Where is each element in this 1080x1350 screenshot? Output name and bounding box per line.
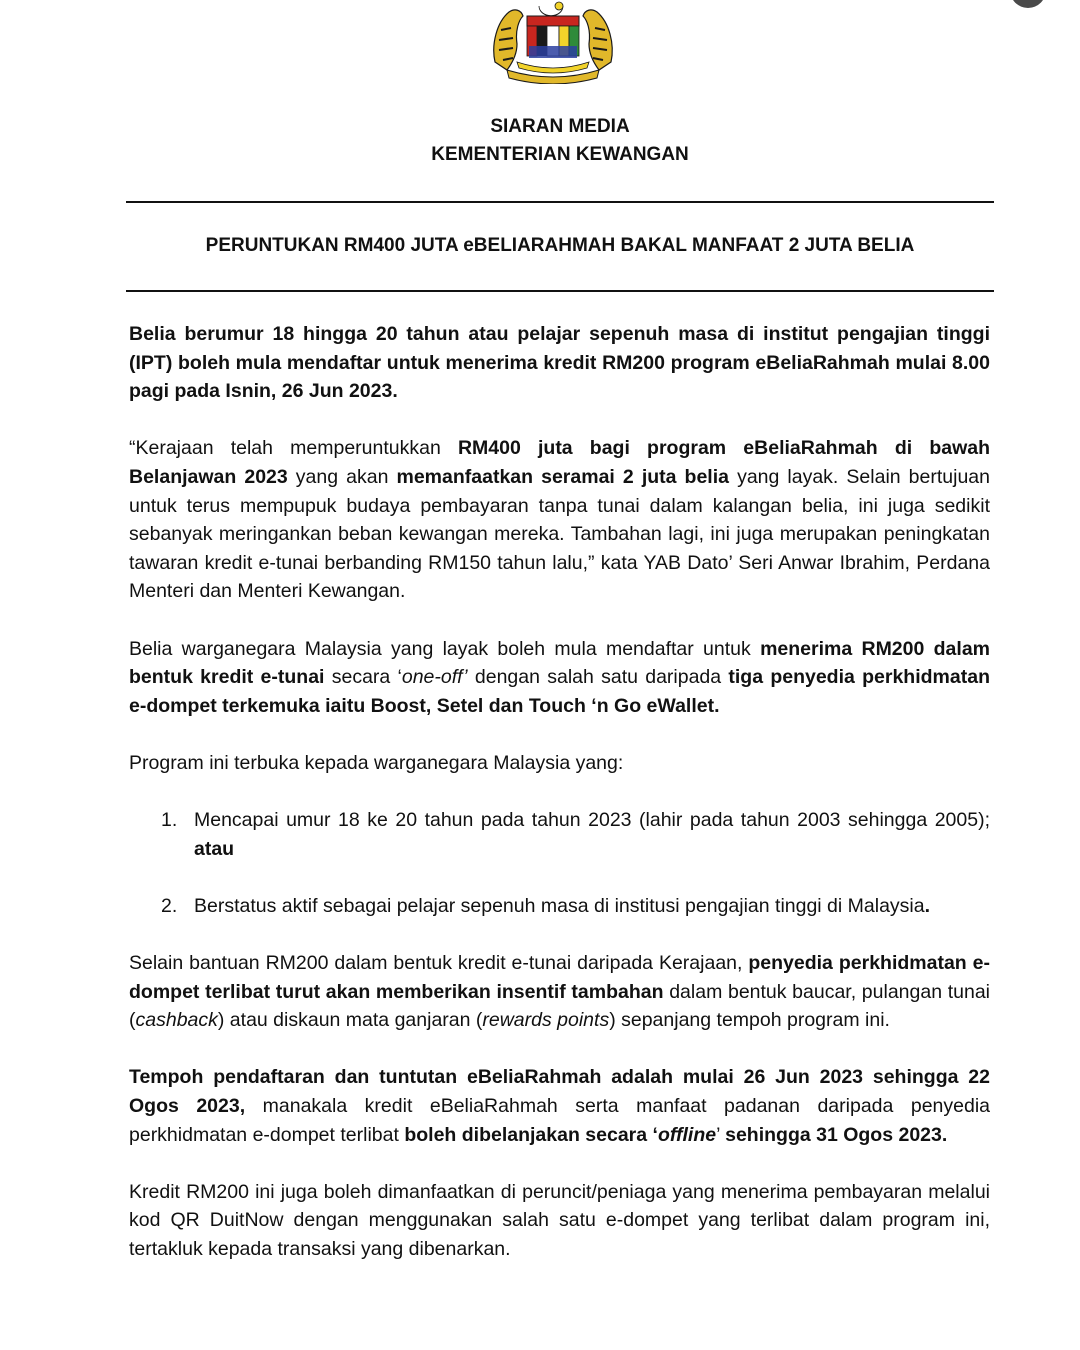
text: yang akan <box>287 465 397 488</box>
emphasis: memanfaatkan seramai 2 juta belia <box>396 465 729 488</box>
italic-term: cashback <box>135 1009 218 1032</box>
emphasis: tiga penyedia perkhidmatan e-dompet terkemuka iaitu Boost, Setel dan Touch ‘n Go eWallet. <box>129 666 990 717</box>
divider-top <box>126 201 994 203</box>
press-body <box>129 320 990 1264</box>
emphasis: sehingga 31 Ogos 2023. <box>725 1123 948 1146</box>
incentive-paragraph <box>129 949 990 1035</box>
emphasis: Tempoh pendaftaran dan tuntutan eBeliaRahmah adalah mulai 26 Jun 2023 sehingga 22 Ogos 2023, <box>129 1066 990 1118</box>
divider-bottom <box>126 290 994 292</box>
text: ) sepanjang tempoh program ini. <box>609 1009 890 1032</box>
italic-term: offline <box>657 1123 717 1146</box>
text: dengan salah satu daripada <box>467 666 729 689</box>
list-number: 1. <box>161 809 178 832</box>
program-intro: Program ini terbuka kepada warganegara Malaysia yang: <box>129 751 624 774</box>
list-item <box>129 892 990 921</box>
italic-term: rewards points <box>482 1009 610 1032</box>
scroll-indicator <box>1010 0 1046 8</box>
text: ’ <box>716 1123 726 1146</box>
eligibility-paragraph <box>129 635 990 721</box>
lead-paragraph: Belia berumur 18 hingga 20 tahun atau pelajar sepenuh masa di institut pengajian tinggi (IPT) boleh mula mendaftar untuk menerima kredit RM200 program eBeliaRahmah mulai 8.00 pagi pada Isnin, 26 Jun 2023. <box>129 323 990 403</box>
text: Selain bantuan RM200 dalam bentuk kredit e-tunai daripada Kerajaan, <box>129 952 749 975</box>
italic-term: one-off’ <box>401 666 468 689</box>
emphasis: menerima RM200 dalam bentuk kredit e-tunai <box>129 637 990 689</box>
press-title: PERUNTUKAN RM400 JUTA eBELIARAHMAH BAKAL MANFAAT 2 JUTA BELIA <box>205 235 915 256</box>
coat-of-arms-icon <box>487 0 619 84</box>
header-siaran-media: SIARAN MEDIA <box>490 116 630 137</box>
list-text: Mencapai umur 18 ke 20 tahun pada tahun 2023 (lahir pada tahun 2003 sehingga 2005); <box>194 809 990 832</box>
list-number: 2. <box>161 894 178 917</box>
period-paragraph <box>129 1063 990 1149</box>
text: dalam bentuk baucar, pulangan tunai ( <box>129 980 990 1032</box>
text: “Kerajaan telah memperuntukkan <box>129 437 458 460</box>
text: Belia warganegara Malaysia yang layak boleh mula mendaftar untuk <box>129 637 761 660</box>
list-text: Berstatus aktif sebagai pelajar sepenuh masa di institusi pengajian tinggi di Malaysia <box>194 894 925 917</box>
emphasis: RM400 juta bagi program eBeliaRahmah di bawah Belanjawan 2023 <box>129 437 990 488</box>
emphasis: penyedia perkhidmatan e-dompet terlibat turut akan memberikan insentif tambahan <box>129 952 990 1003</box>
text: secara ‘ <box>324 666 402 689</box>
header-ministry: KEMENTERIAN KEWANGAN <box>431 144 689 165</box>
list-emphasis: atau <box>194 837 235 860</box>
list-item <box>129 806 990 863</box>
emphasis: boleh dibelanjakan secara ‘ <box>404 1123 658 1146</box>
text: ) atau diskaun mata ganjaran ( <box>217 1009 483 1032</box>
text: yang layak. Selain bertujuan untuk terus mempupuk budaya pembayaran tanpa tunai dalam kalangan belia, ini juga sedikit sebanyak meringankan beban kewangan mereka. Tambahan lagi, ini juga merupakan peningkatan tawaran kredit e-tunai berbanding RM150 tahun lalu,” kata YAB Dato’ Seri Anwar Ibrahim, Perdana Menteri dan Menteri Kewangan. <box>129 465 990 603</box>
text: manakala kredit eBeliaRahmah serta manfaat padanan daripada penyedia perkhidmatan e-dompet terlibat <box>129 1095 990 1146</box>
quote-paragraph <box>129 434 990 606</box>
criteria-list <box>129 806 990 920</box>
duitnow-paragraph: Kredit RM200 ini juga boleh dimanfaatkan di peruncit/peniaga yang menerima pembayaran melalui kod QR DuitNow dengan menggunakan salah satu e-dompet yang terlibat dalam program ini, tertakluk kepada transaksi yang dibenarkan. <box>129 1180 990 1260</box>
list-emphasis: . <box>924 894 931 917</box>
